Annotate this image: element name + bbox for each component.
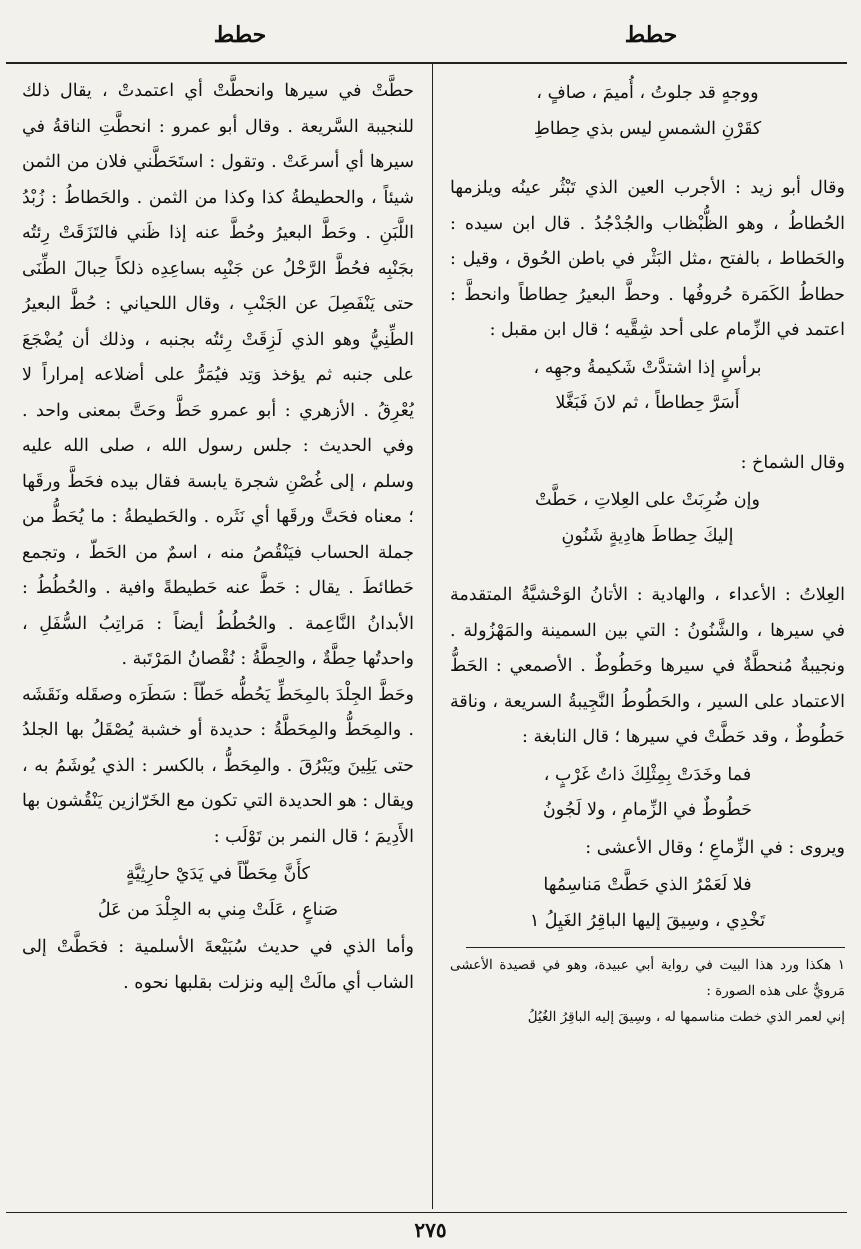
verse-line: حَطُوطٌ في الزِّمامِ ، ولا لَجُونُ (542, 800, 753, 820)
verse-line: صَناعٍ ، عَلَتْ مِني به الجِلْدَ من عَلُ (97, 899, 339, 920)
right-column (450, 74, 845, 1205)
paragraph: وحَطَّ الجِلْدَ بالمِحَطِّ يَحُطُّه حَطّاً : سَطَرَه وصقَله ونَقَشَه . والمِحَطُّ والمِحَطَّةُ : حديدة أو خشبة يُصْقَلُ بها الجلدُ حتى يَلِينَ ويَبْرُقَ . والمِحَطُّ ، بالكسر : الذي يُوشَمُ به ، ويقال : هو الحديدة التي تكون مع الخَرّازين يَنْقُشون بها الأَدِيمَ ؛ قال النمر بن تَوْلَب : (22, 684, 414, 847)
verse (450, 351, 845, 422)
footnote (450, 952, 845, 1030)
left-column (22, 74, 414, 1205)
paragraph: وقال أبو زيد : الأجرب العين الذي تَبْثُر عينُه ويلزمها الحُطاطُ ، وهو الظُّبْظاب والجُدْجُدُ . قال ابن سيده : والحَطاط ، بالفتح ،مثل البَثْر في باطن الحُوق ، وقيل : حطاطُ الكَمَرة حُروفُها . وحطَّ البعيرُ حِطاطاً وانحطَّ : اعتمد في الزِّمام على أحد شِقَّيه ؛ قال ابن مقبل : (450, 178, 845, 340)
verse-line: كقَرْنِ الشمسِ ليس بذي حِطاطِ (533, 118, 762, 139)
footnote-line: ١ هكذا ورد هذا البيت في رواية أبي عبيدة، وهو في قصيدة الأعشى مَرويٌّ على هذه الصورة : (450, 957, 845, 999)
verse (450, 758, 845, 829)
footnote-line: إني لعمر الذي خطت مناسمها له ، وسِيقَ إليه الباقِرُ الغُيُلُ (527, 1009, 845, 1025)
bottom-rule (6, 1212, 847, 1213)
verse (22, 857, 414, 928)
verse-line: وإن ضُرِبَتْ على العِلاتِ ، حَطَّتْ (535, 490, 760, 510)
paragraph: حطَّتْ في سيرها وانحطَّتْ أي اعتمدتْ ، يقال ذلك للنجيبة السَّريعة . وقال أبو عمرو : انحطَّتِ الناقةُ في سيرها أي أسرعَتْ . وتقول : استَحَطَّني فلان من الثمن شيئاً ، والحطيطةُ كذا وكذا من الثمن . والحَطاطُ : زُبْدُ اللَّبَنِ . وحَطَّ البعيرُ وحُطَّ عنه إذا ظَني فالتَزَقَتْ رِئتُه بجَنْبِه فحُطَّ الرَّحْلُ عن جَنْبِه بساعِدِه ذلكاً حِبالَ الطِّنَى حتى يَنْفَصِلَ عن الجَنْبِ ، وقال اللحياني : حُطَّ البعيرُ الطِّنِيُّ وهو الذي لَزِقَتْ رِئتُه بجنبه ، وذلك أن يُضْجَعَ على جنبه ثم يؤخذ وَتِد فيُمَرُّ على أضلاعه إمراراً لا يُعْرِقُ . الأزهري : أبو عمرو حَطَّ وحَتَّ بمعنى واحد . وفي الحديث : جلس رسول الله ، صلى الله عليه وسلم ، إلى غُصْنِ شجرة يابسة فقال بيده فحَطَّ ورقَها ؛ معناه فحَتَّ ورقَها أي نَثَره . والحَطيطةُ : ما يُحَطُّ من جملة الحساب فيَنْقُصُ منه ، اسمٌ من الحَطّ ، وتجمع حَطائطَ . يقال : حَطَّ عنه حَطيطةً وافية . والحُطُطُ : الأبدانُ النَّاعِمة . والحُطُطُ أيضاً : مَراتِبُ السُّفَلِ ، واحدتُها حِطَّةٌ ، والحِطَّةُ : نُقْصانُ المَرْتَبة . (22, 81, 414, 669)
running-header-right: حطط (624, 22, 678, 48)
verse-line: تَخْدِي ، وسِيقَ إليها الباقِرُ الغَيِلُ ١ (529, 910, 766, 931)
verse-line: كأَنَّ مِحَطّاً في يَدَيْ حارِثِيَّةٍ (126, 864, 310, 884)
verse-line: فلا لَعَمْرُ الذي حَطَّتْ مَناسِمُها (543, 875, 752, 895)
footnote-rule (466, 947, 845, 948)
paragraph: وأما الذي في حديث سُبَيْعةَ الأسلمية : فحَطَّتْ إلى الشاب أي مالَتْ إليه ونزلت بقلبها نحوه . (22, 937, 414, 993)
top-rule (6, 62, 847, 64)
verse-line: إليكَ حِطاطَ هادِيةٍ شَنُونِ (561, 525, 734, 546)
paragraph: العِلاتُ : الأعداء ، والهادية : الأتانُ الوَحْشيَّةُ المتقدمة في سيرها ، والشَّنُونُ : التي بين السمينة والمَهْزُولة . ونجيبةٌ مُنحطَّةٌ في سيرها وحَطُوطٌ . الأصمعي : الحَطُّ الاعتماد على السير ، والحَطُوطُ النَّجِيبةُ السريعة ، وناقة حَطُوطٌ ، وقد حَطَّتْ في سيرها ؛ قال النابغة : (450, 585, 845, 747)
paragraph: وقال الشماخ : (740, 452, 845, 473)
verse (450, 483, 845, 554)
verse-line: برأسٍ إذا اشتدَّتْ شَكيمةُ وجهِه ، (533, 357, 762, 378)
running-header-left: حطط (213, 22, 267, 48)
page-number: ٢٧٥ (414, 1218, 447, 1242)
verse (450, 868, 845, 939)
verse-line: أَسَرَّ حِطاطاً ، ثم لانَ فَبَغَّلا (555, 393, 740, 413)
column-divider (432, 64, 433, 1209)
paragraph: ويروى : في الزِّماعِ ؛ وقال الأعشى : (585, 837, 845, 858)
verse (450, 76, 845, 147)
verse-line: فما وخَدَتْ بِمِثْلِكَ ذاتُ غَرْبٍ ، (543, 764, 752, 785)
verse-line: ووجهٍ قد جلوتُ ، أُميمَ ، صافٍ ، (536, 83, 759, 103)
